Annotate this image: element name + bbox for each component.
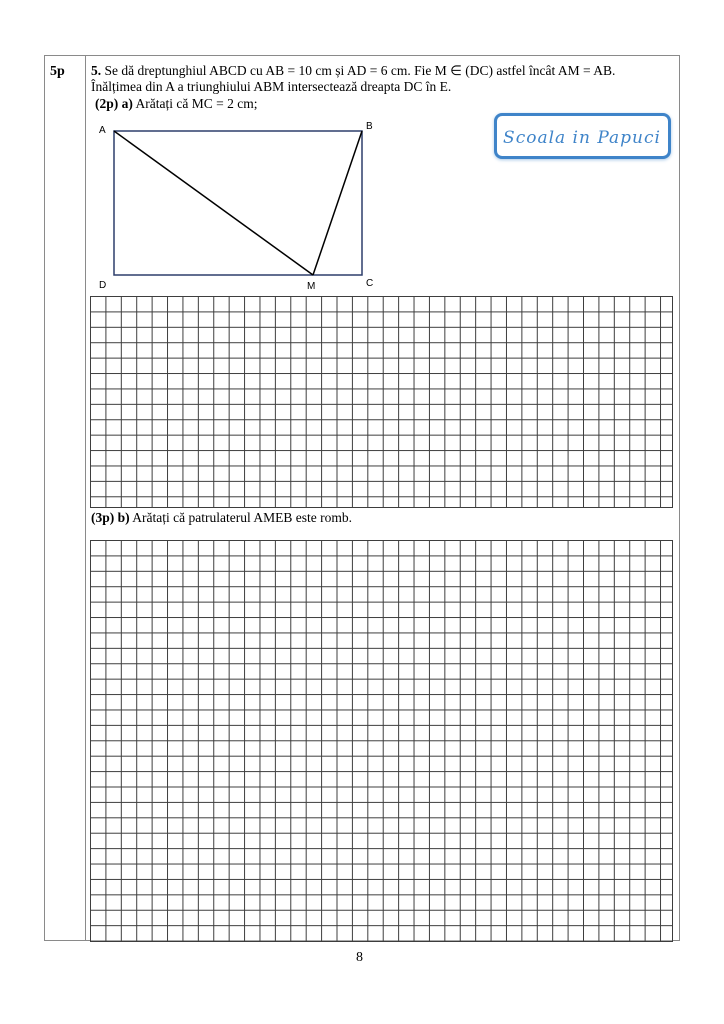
part-b-points: (3p) <box>91 510 115 525</box>
answer-grid-part-a <box>90 296 673 508</box>
label-d: D <box>99 280 107 291</box>
page-number: 8 <box>356 950 363 965</box>
part-a-label: a) <box>121 96 133 111</box>
problem-statement-line-2: Înălțimea din A a triunghiului ABM intersectează dreapta DC în E. <box>91 79 452 94</box>
answer-grid-part-b <box>90 540 673 942</box>
logo-text: Scoala in Papuci <box>503 128 661 148</box>
rectangle-abcd <box>114 131 362 275</box>
segment-bm <box>313 131 362 275</box>
scoala-in-papuci-logo <box>494 113 671 159</box>
problem-statement-line-1 <box>91 63 615 79</box>
label-c: C <box>366 278 374 289</box>
part-b-label: b) <box>117 510 130 525</box>
column-divider <box>85 55 86 941</box>
problem-points: 5p <box>50 64 65 79</box>
rectangle-figure <box>95 112 395 292</box>
label-b: B <box>366 121 373 132</box>
part-a-text: Arătați că MC = 2 cm; <box>135 96 258 111</box>
part-b-question <box>91 510 352 526</box>
segment-am <box>114 131 313 275</box>
part-a-question <box>95 96 257 112</box>
part-a-points: (2p) <box>95 96 119 111</box>
label-m: M <box>307 281 316 292</box>
label-a: A <box>99 125 106 136</box>
part-b-text: Arătați că patrulaterul AMEB este romb. <box>132 510 352 525</box>
problem-statement-text-1: Se dă dreptunghiul ABCD cu AB = 10 cm și AD = 6 cm. Fie M ∈ (DC) astfel încât AM = AB. <box>104 63 616 78</box>
problem-number: 5. <box>91 63 102 78</box>
